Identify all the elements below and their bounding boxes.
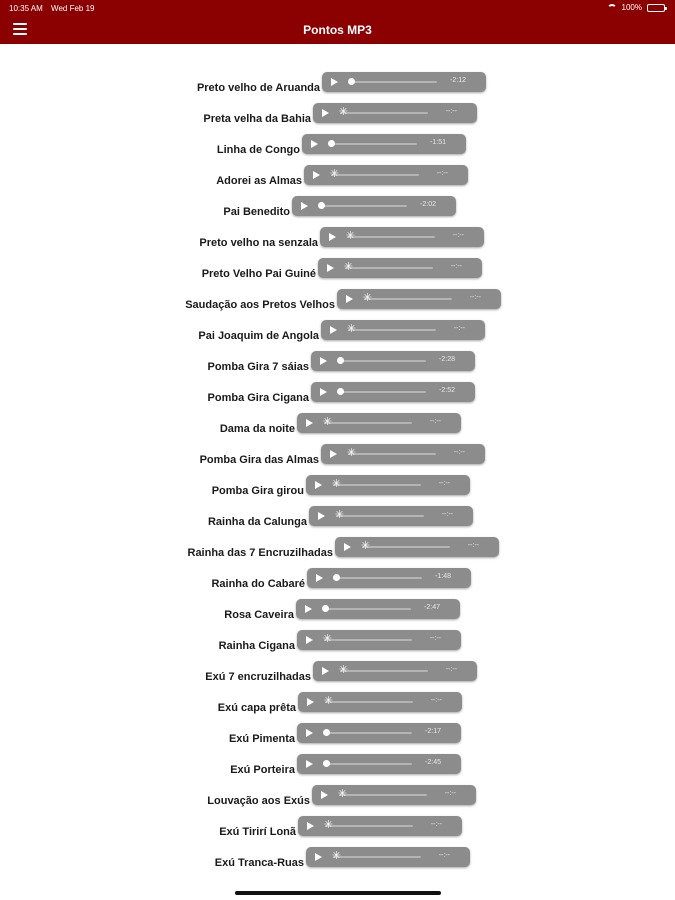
play-icon[interactable]: [330, 450, 337, 458]
remaining-time: --:--: [430, 821, 442, 828]
progress-slider[interactable]: [340, 112, 428, 114]
audio-player[interactable]: [309, 506, 473, 526]
audio-player[interactable]: [297, 723, 461, 743]
play-icon[interactable]: [322, 667, 329, 675]
play-icon[interactable]: [318, 512, 325, 520]
loading-spinner-icon: ✳: [323, 695, 334, 707]
progress-slider[interactable]: [325, 825, 413, 827]
play-icon[interactable]: [322, 109, 329, 117]
progress-slider[interactable]: [333, 484, 421, 486]
audio-player[interactable]: [321, 444, 485, 464]
track-title: Pomba Gira girou: [211, 485, 304, 497]
remaining-time: -2:12: [450, 77, 466, 84]
play-icon[interactable]: [313, 171, 320, 179]
play-icon[interactable]: [305, 605, 312, 613]
progress-slider[interactable]: [339, 794, 427, 796]
play-icon[interactable]: [307, 822, 314, 830]
audio-player[interactable]: [313, 103, 477, 123]
track-row: [0, 413, 675, 444]
track-title: Rainha Cigana: [218, 640, 295, 652]
track-row: [0, 785, 675, 816]
loading-spinner-icon: ✳: [346, 447, 357, 459]
track-title: Exú 7 encruzilhadas: [205, 671, 311, 683]
progress-slider[interactable]: [324, 763, 412, 765]
audio-player[interactable]: [297, 630, 461, 650]
track-title: Saudação aos Pretos Velhos: [185, 299, 335, 311]
battery-icon: [647, 4, 665, 12]
progress-thumb[interactable]: [323, 729, 330, 736]
track-row: [0, 289, 675, 320]
track-row: [0, 134, 675, 165]
remaining-time: -2:45: [425, 759, 441, 766]
track-row: [0, 599, 675, 630]
progress-slider[interactable]: [324, 732, 412, 734]
progress-slider[interactable]: [338, 360, 426, 362]
progress-slider[interactable]: [364, 298, 452, 300]
track-title: Dama da noite: [219, 423, 295, 435]
audio-player[interactable]: [318, 258, 482, 278]
progress-slider[interactable]: [329, 143, 417, 145]
track-row: [0, 444, 675, 475]
play-icon[interactable]: [330, 326, 337, 334]
play-icon[interactable]: [306, 419, 313, 427]
progress-slider[interactable]: [319, 205, 407, 207]
track-row: [0, 196, 675, 227]
play-icon[interactable]: [320, 388, 327, 396]
remaining-time: --:--: [453, 325, 465, 332]
audio-player[interactable]: [292, 196, 456, 216]
loading-spinner-icon: ✳: [338, 664, 349, 676]
track-title: Rainha do Cabaré: [211, 578, 305, 590]
audio-player[interactable]: [320, 227, 484, 247]
track-row: [0, 537, 675, 568]
progress-slider[interactable]: [323, 608, 411, 610]
track-row: [0, 103, 675, 134]
track-title: Pomba Gira 7 sáias: [207, 361, 309, 373]
track-title: Exú Tranca-Ruas: [214, 857, 304, 869]
audio-player[interactable]: [335, 537, 499, 557]
remaining-time: --:--: [445, 666, 457, 673]
track-row: [0, 72, 675, 103]
audio-player[interactable]: [313, 661, 477, 681]
track-row: [0, 630, 675, 661]
progress-slider[interactable]: [348, 453, 436, 455]
remaining-time: -1:48: [435, 573, 451, 580]
play-icon[interactable]: [315, 853, 322, 861]
loading-spinner-icon: ✳: [338, 106, 349, 118]
progress-slider[interactable]: [340, 670, 428, 672]
progress-slider[interactable]: [333, 856, 421, 858]
progress-slider[interactable]: [336, 515, 424, 517]
track-title: Pai Joaquim de Angola: [198, 330, 319, 342]
track-title: Rosa Caveira: [224, 609, 294, 621]
remaining-time: -2:17: [425, 728, 441, 735]
track-row: [0, 754, 675, 785]
progress-slider[interactable]: [349, 81, 437, 83]
progress-thumb[interactable]: [318, 202, 325, 209]
progress-thumb[interactable]: [348, 78, 355, 85]
track-row: [0, 661, 675, 692]
audio-player[interactable]: [297, 413, 461, 433]
progress-thumb[interactable]: [322, 605, 329, 612]
track-row: [0, 847, 675, 878]
play-icon[interactable]: [320, 357, 327, 365]
track-title: Exú Porteira: [230, 764, 295, 776]
progress-slider[interactable]: [325, 701, 413, 703]
progress-slider[interactable]: [324, 422, 412, 424]
track-title: Rainha das 7 Encruzilhadas: [187, 547, 333, 559]
status-date: Wed Feb 19: [51, 4, 95, 13]
play-icon[interactable]: [329, 233, 336, 241]
track-row: [0, 506, 675, 537]
track-row: [0, 475, 675, 506]
loading-spinner-icon: ✳: [337, 788, 348, 800]
remaining-time: -1:51: [430, 139, 446, 146]
track-title: Pomba Gira das Almas: [199, 454, 319, 466]
play-icon[interactable]: [327, 264, 334, 272]
audio-player[interactable]: [307, 568, 471, 588]
track-title: Exú Tirirí Lonã: [219, 826, 296, 838]
loading-spinner-icon: ✳: [329, 168, 340, 180]
loading-spinner-icon: ✳: [345, 230, 356, 242]
battery-percent: 100%: [621, 3, 642, 12]
track-title: Preto velho de Aruanda: [196, 82, 320, 94]
remaining-time: --:--: [441, 511, 453, 518]
audio-player[interactable]: [298, 692, 462, 712]
loading-spinner-icon: ✳: [334, 509, 345, 521]
audio-player[interactable]: [306, 475, 470, 495]
loading-spinner-icon: ✳: [331, 478, 342, 490]
track-title: Linha de Congo: [216, 144, 300, 156]
progress-thumb[interactable]: [328, 140, 335, 147]
remaining-time: --:--: [452, 232, 464, 239]
play-icon[interactable]: [321, 791, 328, 799]
remaining-time: -2:02: [420, 201, 436, 208]
track-title: Adorei as Almas: [216, 175, 302, 187]
loading-spinner-icon: ✳: [322, 416, 333, 428]
audio-player[interactable]: [311, 351, 475, 371]
progress-thumb[interactable]: [323, 760, 330, 767]
audio-player[interactable]: [302, 134, 466, 154]
remaining-time: -2:28: [439, 356, 455, 363]
play-icon[interactable]: [306, 760, 313, 768]
status-time: 10:35 AM: [9, 4, 43, 13]
track-row: [0, 227, 675, 258]
progress-slider[interactable]: [348, 329, 436, 331]
status-right: [607, 3, 665, 12]
track-row: [0, 723, 675, 754]
play-icon[interactable]: [306, 636, 313, 644]
play-icon[interactable]: [346, 295, 353, 303]
status-bar: [0, 0, 675, 16]
loading-spinner-icon: ✳: [360, 540, 371, 552]
track-row: [0, 568, 675, 599]
loading-spinner-icon: ✳: [346, 323, 357, 335]
track-row: [0, 692, 675, 723]
progress-slider[interactable]: [338, 391, 426, 393]
progress-slider[interactable]: [324, 639, 412, 641]
remaining-time: --:--: [429, 635, 441, 642]
loading-spinner-icon: ✳: [331, 850, 342, 862]
play-icon[interactable]: [306, 729, 313, 737]
remaining-time: -2:52: [439, 387, 455, 394]
loading-spinner-icon: ✳: [343, 261, 354, 273]
audio-player[interactable]: [304, 165, 468, 185]
remaining-time: --:--: [429, 418, 441, 425]
home-indicator[interactable]: [235, 891, 441, 895]
play-icon[interactable]: [301, 202, 308, 210]
progress-slider[interactable]: [345, 267, 433, 269]
remaining-time: --:--: [436, 170, 448, 177]
wifi-icon: [607, 4, 617, 12]
track-row: [0, 351, 675, 382]
progress-thumb[interactable]: [333, 574, 340, 581]
audio-player[interactable]: [322, 72, 486, 92]
loading-spinner-icon: ✳: [362, 292, 373, 304]
remaining-time: --:--: [467, 542, 479, 549]
loading-spinner-icon: ✳: [323, 819, 334, 831]
track-title: Pomba Gira Cigana: [207, 392, 309, 404]
play-icon[interactable]: [331, 78, 338, 86]
track-title: Preto Velho Pai Guiné: [201, 268, 316, 280]
track-title: Exú Pimenta: [228, 733, 295, 745]
track-row: [0, 258, 675, 289]
audio-player[interactable]: [312, 785, 476, 805]
audio-player[interactable]: [321, 320, 485, 340]
progress-slider[interactable]: [334, 577, 422, 579]
remaining-time: --:--: [469, 294, 481, 301]
play-icon[interactable]: [316, 574, 323, 582]
play-icon[interactable]: [344, 543, 351, 551]
play-icon[interactable]: [315, 481, 322, 489]
progress-thumb[interactable]: [337, 388, 344, 395]
track-title: Preto velho na senzala: [199, 237, 318, 249]
remaining-time: --:--: [430, 697, 442, 704]
track-title: Pai Benedito: [223, 206, 290, 218]
nav-bar: [0, 16, 675, 44]
progress-thumb[interactable]: [337, 357, 344, 364]
track-row: [0, 816, 675, 847]
status-left: [9, 4, 100, 13]
track-title: Exú capa prêta: [217, 702, 296, 714]
play-icon[interactable]: [307, 698, 314, 706]
track-title: Rainha da Calunga: [207, 516, 307, 528]
remaining-time: --:--: [445, 108, 457, 115]
remaining-time: --:--: [453, 449, 465, 456]
progress-slider[interactable]: [362, 546, 450, 548]
audio-player[interactable]: [298, 816, 462, 836]
remaining-time: -2:47: [424, 604, 440, 611]
loading-spinner-icon: ✳: [322, 633, 333, 645]
progress-slider[interactable]: [331, 174, 419, 176]
remaining-time: --:--: [444, 790, 456, 797]
page-title: Pontos MP3: [303, 23, 372, 37]
audio-player[interactable]: [306, 847, 470, 867]
remaining-time: --:--: [438, 480, 450, 487]
audio-player[interactable]: [297, 754, 461, 774]
track-title: Louvação aos Exús: [207, 795, 310, 807]
track-row: [0, 382, 675, 413]
track-row: [0, 320, 675, 351]
track-title: Preta velha da Bahia: [203, 113, 311, 125]
remaining-time: --:--: [450, 263, 462, 270]
progress-slider[interactable]: [347, 236, 435, 238]
track-row: [0, 165, 675, 196]
audio-player[interactable]: [337, 289, 501, 309]
audio-player[interactable]: [296, 599, 460, 619]
play-icon[interactable]: [311, 140, 318, 148]
audio-player[interactable]: [311, 382, 475, 402]
remaining-time: --:--: [438, 852, 450, 859]
